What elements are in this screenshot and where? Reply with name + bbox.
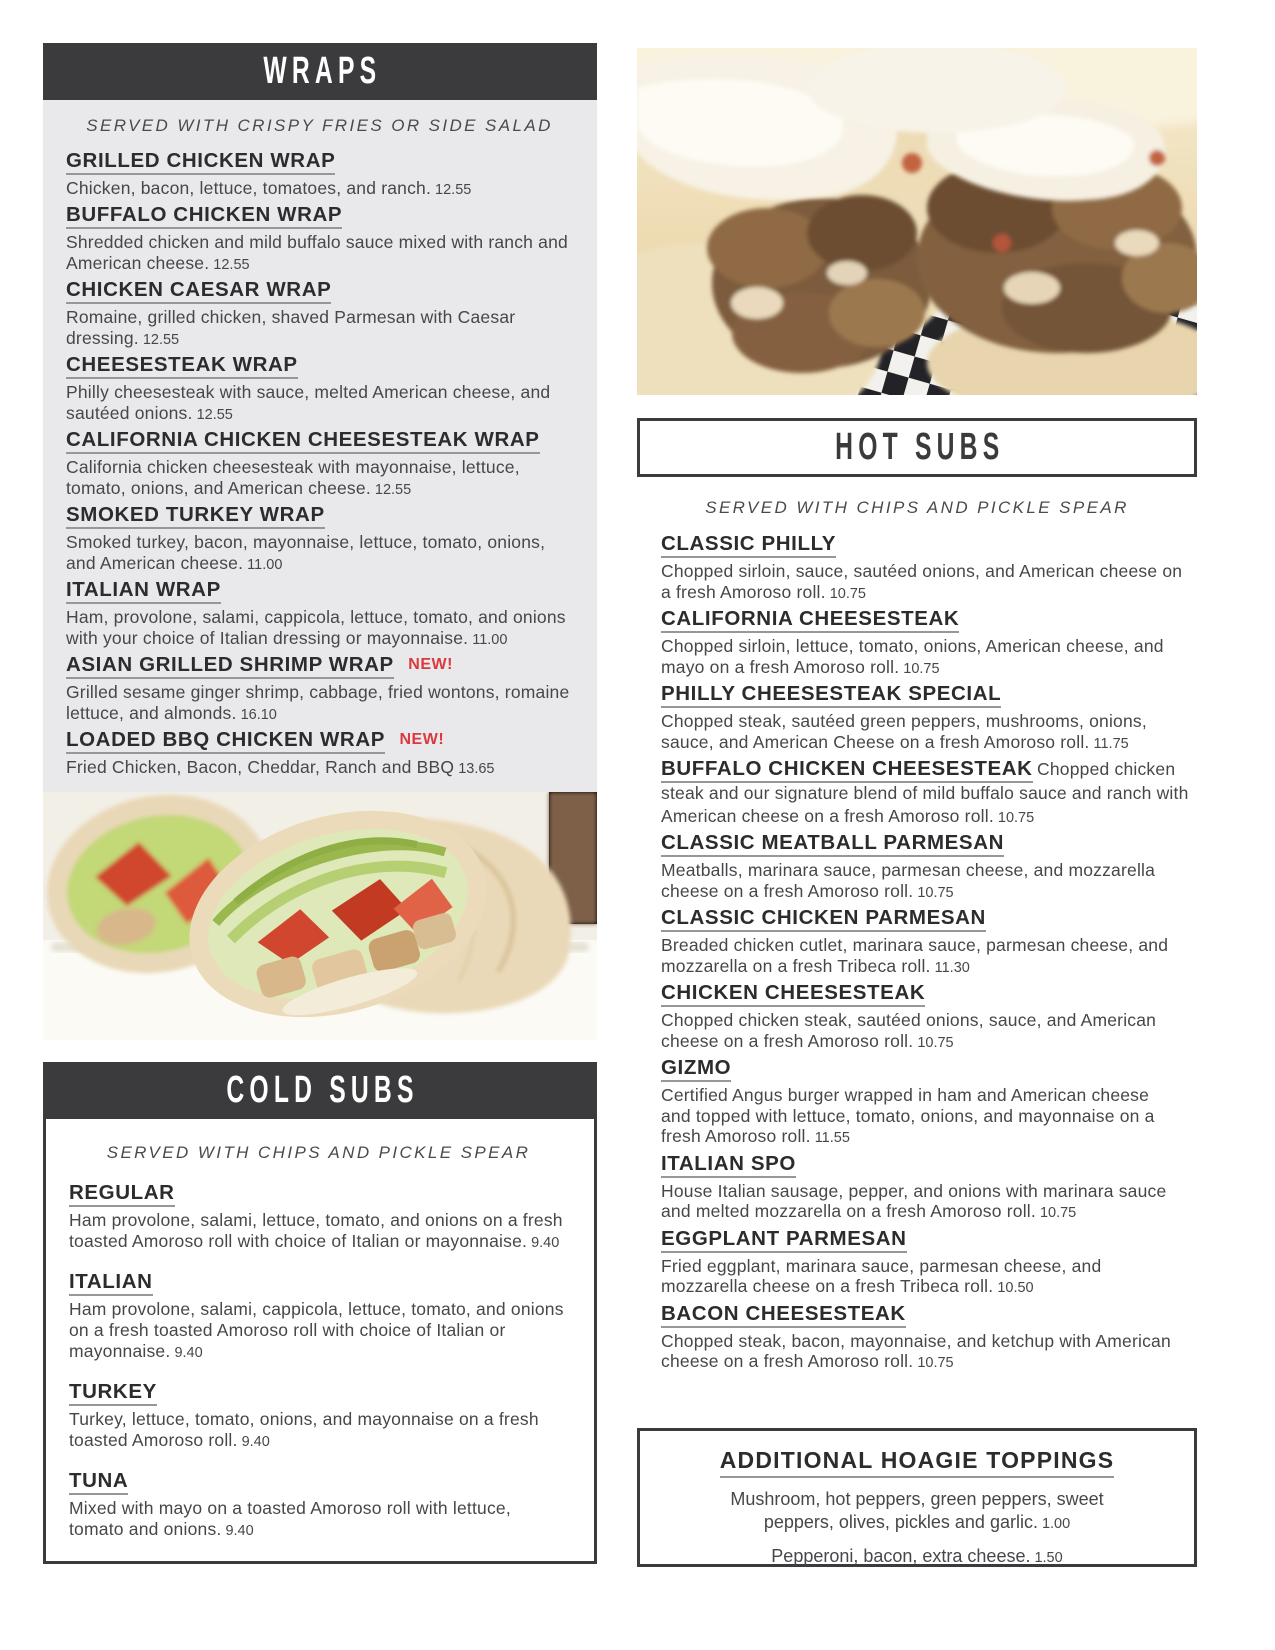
- wraps-header-bar: [43, 43, 597, 100]
- menu-item-desc-text: Fried Chicken, Bacon, Cheddar, Ranch and BBQ: [66, 757, 455, 777]
- menu-item-price: 11.00: [472, 632, 508, 648]
- hot-subs-section: [637, 492, 1197, 1377]
- menu-item: [69, 1181, 568, 1254]
- new-badge: NEW!: [399, 731, 445, 748]
- menu-item-head: [66, 203, 573, 229]
- menu-item-price: 9.40: [531, 1235, 560, 1251]
- menu-item-description: [66, 307, 573, 351]
- menu-item-price: 12.55: [142, 332, 180, 348]
- topping-line-price: 1.00: [1041, 1516, 1071, 1532]
- menu-item-name: CHEESESTEAK WRAP: [66, 353, 298, 379]
- menu-item-name: BACON CHEESESTEAK: [661, 1302, 906, 1328]
- menu-item-head: [66, 653, 573, 679]
- menu-item-name: GRILLED CHICKEN WRAP: [66, 149, 335, 175]
- topping-line-text: Mushroom, hot peppers, green peppers, sweet peppers, olives, pickles and garlic.: [730, 1489, 1104, 1532]
- hot-subs-item-list: [661, 532, 1197, 1374]
- menu-item-description: [66, 382, 573, 426]
- menu-item-description: [66, 682, 573, 726]
- menu-item-name: ITALIAN: [69, 1270, 153, 1296]
- menu-item-desc-text: Meatballs, marinara sauce, parmesan cheese, and mozzarella cheese on a fresh Amoroso roll.: [661, 860, 1156, 901]
- menu-item-head: [661, 682, 1197, 708]
- cold-subs-subtitle: SERVED WITH CHIPS AND PICKLE SPEAR: [106, 1143, 531, 1162]
- menu-item: [661, 1152, 1197, 1224]
- cold-subs-section: [43, 1062, 597, 1564]
- menu-item-head: [69, 1270, 568, 1296]
- menu-item: [69, 1469, 568, 1542]
- hot-subs-header-box: [637, 418, 1197, 477]
- menu-item-price: 11.00: [247, 557, 283, 573]
- menu-item-name: EGGPLANT PARMESAN: [661, 1227, 907, 1253]
- menu-item-price: 10.75: [917, 1355, 954, 1371]
- hot-subs-subtitle: SERVED WITH CHIPS AND PICKLE SPEAR: [705, 498, 1129, 517]
- menu-item-head: [661, 757, 1037, 780]
- menu-item-name: CHICKEN CHEESESTEAK: [661, 981, 925, 1007]
- menu-item: [66, 728, 573, 780]
- menu-item-price: 11.30: [934, 959, 970, 976]
- menu-item-head: [661, 532, 1197, 558]
- menu-item-name: SMOKED TURKEY WRAP: [66, 503, 325, 529]
- menu-item-description: [66, 607, 573, 651]
- menu-item: [661, 607, 1197, 679]
- menu-item-name: CLASSIC CHICKEN PARMESAN: [661, 906, 986, 932]
- topping-line: [702, 1545, 1132, 1570]
- cold-subs-header-bar: [43, 1062, 597, 1119]
- menu-item-head: [66, 278, 573, 304]
- menu-item-desc-text: Chicken, bacon, lettuce, tomatoes, and ranch.: [66, 178, 432, 198]
- menu-item: [66, 578, 573, 651]
- menu-item: [66, 353, 573, 426]
- menu-item-name: ASIAN GRILLED SHRIMP WRAP: [66, 653, 394, 679]
- menu-item-name: PHILLY CHEESESTEAK SPECIAL: [661, 682, 1001, 708]
- menu-item-price: 10.75: [997, 809, 1035, 826]
- menu-item-desc-text: Ham provolone, salami, lettuce, tomato, and onions on a fresh toasted Amoroso roll with choice of Italian or mayonnaise.: [69, 1210, 563, 1251]
- menu-item-name: REGULAR: [69, 1181, 175, 1207]
- menu-item-price: 10.75: [917, 884, 954, 901]
- menu-item: [66, 428, 573, 501]
- menu-item-head: [661, 831, 1197, 857]
- menu-item-price: 12.55: [213, 257, 250, 273]
- menu-item: [66, 149, 573, 201]
- menu-item-description: [661, 561, 1183, 604]
- menu-item-head: [69, 1380, 568, 1406]
- menu-item-desc-text: Certified Angus burger wrapped in ham and American cheese and topped with lettuce, tomato, onions, and mayonnaise on a fresh Amoroso roll.: [661, 1085, 1155, 1146]
- hot-subs-title: HOT SUBS: [834, 426, 1005, 468]
- wraps-item-list: [66, 149, 573, 780]
- menu-item-name: CALIFORNIA CHICKEN CHEESESTEAK WRAP: [66, 428, 540, 454]
- topping-line-price: 1.50: [1034, 1550, 1063, 1566]
- menu-item-desc-text: Smoked turkey, bacon, mayonnaise, lettuce, tomato, onions, and American cheese.: [66, 532, 546, 573]
- menu-item: [661, 1302, 1197, 1374]
- menu-item: [66, 278, 573, 351]
- menu-item-desc-text: California chicken cheesesteak with mayonnaise, lettuce, tomato, onions, and American cheese.: [66, 457, 520, 498]
- menu-item-description: [69, 1210, 568, 1254]
- menu-item-name: CHICKEN CAESAR WRAP: [66, 278, 331, 304]
- cheesesteak-photo: [637, 48, 1197, 395]
- wrap-photo: [43, 792, 597, 1040]
- menu-item-desc-text: Chopped sirloin, lettuce, tomato, onions, American cheese, and mayo on a fresh Amoroso roll.: [661, 636, 1164, 677]
- menu-item-head: [66, 728, 573, 754]
- cold-subs-item-list: [69, 1181, 568, 1542]
- menu-item-price: 11.75: [1093, 735, 1129, 752]
- menu-item-name: TURKEY: [69, 1380, 157, 1406]
- menu-item-price: 10.75: [917, 1034, 954, 1051]
- menu-item-head: [66, 578, 573, 604]
- cheesesteak-photo-art: [637, 48, 1197, 395]
- menu-item-desc-text: Breaded chicken cutlet, marinara sauce, parmesan cheese, and mozzarella on a fresh Tribeca roll.: [661, 935, 1169, 976]
- menu-item-desc-text: Chopped chicken steak, sautéed onions, sauce, and American cheese on a fresh Amoroso roll.: [661, 1010, 1157, 1051]
- wraps-panel: [43, 100, 597, 792]
- menu-item-name: ITALIAN WRAP: [66, 578, 221, 604]
- menu-item-price: 10.50: [997, 1280, 1034, 1296]
- menu-item: [661, 532, 1197, 604]
- menu-item-description: [66, 178, 573, 201]
- menu-item-desc-text: Turkey, lettuce, tomato, onions, and mayonnaise on a fresh toasted Amoroso roll.: [69, 1409, 539, 1450]
- cold-subs-panel: [43, 1119, 597, 1564]
- menu-item: [69, 1380, 568, 1453]
- menu-item: [661, 906, 1197, 978]
- menu-item-name: LOADED BBQ CHICKEN WRAP: [66, 728, 385, 754]
- menu-item-desc-text: Mixed with mayo on a toasted Amoroso roll with lettuce, tomato and onions.: [69, 1498, 511, 1539]
- menu-item-description: [661, 935, 1183, 978]
- menu-item-desc-text: Chopped steak, bacon, mayonnaise, and ketchup with American cheese on a fresh Amoroso roll.: [661, 1330, 1171, 1371]
- menu-item-desc-text: Chopped steak, sautéed green peppers, mushrooms, onions, sauce, and American Cheese on a fresh Amoroso roll.: [661, 711, 1147, 752]
- menu-item-description: [66, 457, 573, 501]
- menu-item-description: [661, 1256, 1183, 1299]
- menu-item-price: 11.55: [814, 1130, 850, 1146]
- menu-item-head: [661, 607, 1197, 633]
- menu-item-desc-text: Philly cheesesteak with sauce, melted American cheese, and sautéed onions.: [66, 382, 551, 423]
- menu-item-name: CLASSIC MEATBALL PARMESAN: [661, 831, 1004, 857]
- menu-item-name: BUFFALO CHICKEN CHEESESTEAK: [661, 757, 1033, 783]
- new-badge: NEW!: [408, 656, 453, 673]
- menu-item-name: GIZMO: [661, 1056, 731, 1082]
- menu-item-description: [661, 1181, 1183, 1224]
- menu-item-name: CALIFORNIA CHEESESTEAK: [661, 607, 959, 633]
- menu-item-name: BUFFALO CHICKEN WRAP: [66, 203, 342, 229]
- menu-item-desc-text: House Italian sausage, pepper, and onions with marinara sauce and melted mozzarella on a fresh Amoroso roll.: [661, 1180, 1167, 1221]
- menu-item-head: [66, 353, 573, 379]
- menu-item-price: 12.55: [435, 182, 472, 198]
- additional-toppings-box: [637, 1428, 1197, 1567]
- menu-item-desc-text: Chopped chicken steak and our signature blend of mild buffalo sauce and ranch with American cheese on a fresh Amoroso roll.: [661, 759, 1189, 826]
- topping-line-text: Pepperoni, bacon, extra cheese.: [771, 1546, 1031, 1566]
- menu-item-desc-text: Ham, provolone, salami, cappicola, lettuce, tomato, and onions with your choice of Italian dressing or mayonnaise.: [66, 607, 566, 648]
- menu-item-desc-text: Romaine, grilled chicken, shaved Parmesan with Caesar dressing.: [66, 307, 516, 348]
- menu-item: [661, 757, 1197, 828]
- menu-item-description: [661, 711, 1183, 754]
- menu-item-head: [661, 1152, 1197, 1178]
- menu-item-price: 10.75: [903, 660, 940, 677]
- toppings-lines: [640, 1488, 1194, 1570]
- menu-item: [66, 653, 573, 726]
- menu-item-description: [661, 1331, 1183, 1374]
- menu-item-price: 16.10: [240, 707, 277, 723]
- menu-item-head: [69, 1469, 568, 1495]
- menu-item-description: [66, 232, 573, 276]
- menu-item: [66, 503, 573, 576]
- menu-item-description: [69, 1498, 568, 1542]
- wraps-section: [43, 43, 597, 792]
- menu-item-name: ITALIAN SPO: [661, 1152, 796, 1178]
- toppings-title: ADDITIONAL HOAGIE TOPPINGS: [720, 1447, 1115, 1478]
- menu-item-description: [66, 532, 573, 576]
- menu-item-head: [661, 1056, 1197, 1082]
- menu-item-desc-text: Ham provolone, salami, cappicola, lettuce, tomato, and onions on a fresh toasted Amoroso roll with choice of Italian or mayonnaise.: [69, 1299, 564, 1361]
- menu-item-desc-text: Chopped sirloin, sauce, sautéed onions, and American cheese on a fresh Amoroso roll.: [661, 561, 1183, 602]
- menu-item-price: 10.75: [829, 585, 866, 602]
- wraps-subtitle: SERVED WITH CRISPY FRIES OR SIDE SALAD: [86, 116, 553, 135]
- menu-item-head: [66, 503, 573, 529]
- menu-item-price: 9.40: [174, 1345, 203, 1361]
- menu-item: [661, 1227, 1197, 1299]
- menu-item-price: 12.55: [374, 482, 412, 498]
- menu-item-head: [661, 1302, 1197, 1328]
- menu-item: [661, 682, 1197, 754]
- menu-item-head: [69, 1181, 568, 1207]
- topping-line: [702, 1488, 1132, 1536]
- menu-item-name: CLASSIC PHILLY: [661, 532, 836, 558]
- menu-item-head: [66, 428, 573, 454]
- menu-item-price: 10.75: [1039, 1205, 1077, 1221]
- menu-item-head: [66, 149, 573, 175]
- menu-item-description: [69, 1409, 568, 1453]
- menu-item-description: [661, 860, 1183, 903]
- menu-item: [69, 1270, 568, 1364]
- menu-item-description: [69, 1299, 568, 1364]
- menu-item-price: 12.55: [196, 407, 233, 423]
- menu-item-desc-text: Fried eggplant, marinara sauce, parmesan cheese, and mozzarella cheese on a fresh Tribeca roll.: [661, 1255, 1102, 1296]
- menu-item-price: 13.65: [458, 761, 495, 777]
- menu-item-price: 9.40: [241, 1434, 270, 1450]
- menu-item-desc-text: Shredded chicken and mild buffalo sauce mixed with ranch and American cheese.: [66, 232, 568, 273]
- menu-item-head: [661, 981, 1197, 1007]
- menu-item: [661, 981, 1197, 1053]
- menu-item-description: [661, 636, 1183, 679]
- menu-item: [661, 1056, 1197, 1149]
- menu-item: [66, 203, 573, 276]
- menu-item-description: [66, 757, 573, 780]
- menu-item-head: [661, 906, 1197, 932]
- menu-item-description: [661, 1085, 1183, 1149]
- menu-item: [661, 831, 1197, 903]
- menu-item-head: [661, 1227, 1197, 1253]
- menu-item-desc-text: Grilled sesame ginger shrimp, cabbage, fried wontons, romaine lettuce, and almonds.: [66, 682, 570, 723]
- menu-item-name: TUNA: [69, 1469, 128, 1495]
- menu-item-price: 9.40: [225, 1523, 254, 1539]
- menu-item-description: [661, 1010, 1183, 1053]
- cold-subs-title: COLD SUBS: [226, 1069, 419, 1111]
- wrap-photo-art: [43, 792, 597, 1040]
- wraps-title: WRAPS: [263, 50, 382, 92]
